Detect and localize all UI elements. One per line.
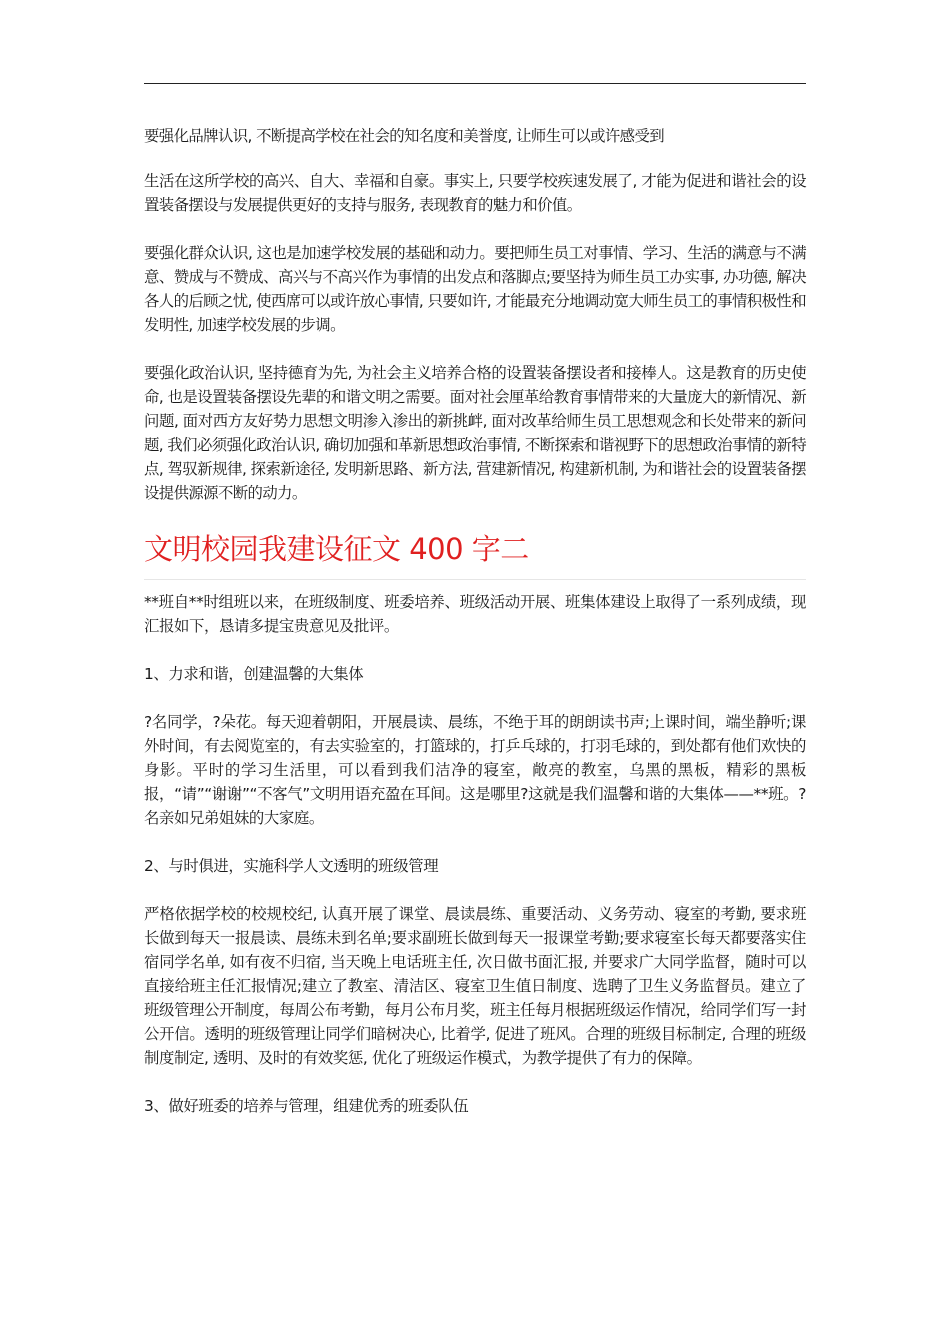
paragraph-management: 严格依据学校的校规校纪, 认真开展了课堂、晨读晨练、重要活动、义务劳动、寝室的考勤, 要求班长做到每天一报晨读、晨练未到名单;要求副班长做到每天一报课堂考勤;要求寝室长每天都要落实住宿同学名单, 如有夜不归宿, 当天晚上电话班主任, 次日做书面汇报, 并要求广大同学监督，随时可以直接给班主任汇报情况;建立了教室、清洁区、寝室卫生值日制度、选聘了卫生义务监督员。建立了班级管理公开制度，每周公布考勤，每月公布月奖，班主任每月根据班级运作情况，给同学们写一封公开信。透明的班级管理让同学们暗树决心, 比着学, 促进了班风。合理的班级目标制定, 合理的班级制度制定, 透明、及时的有效奖惩, 优化了班级运作模式，为教学提供了有力的保障。	[144, 905, 806, 1067]
subheading-committee: 3、做好班委的培养与管理，组建优秀的班委队伍	[144, 1097, 469, 1115]
subheading-management: 2、与时俱进，实施科学人文透明的班级管理	[144, 857, 439, 875]
paragraph-harmony: ?名同学，?朵花。每天迎着朝阳，开展晨读、晨练，不绝于耳的朗朗读书声;上课时间，端坐静听;课外时间，有去阅览室的，有去实验室的，打篮球的，打乒乓球的，打羽毛球的，到处都有他们欢快的身影。平时的学习生活里，可以看到我们洁净的寝室，敞亮的教室，乌黑的黑板，精彩的黑板报，“请”“谢谢”“不客气”文明用语充盈在耳间。这是哪里?这就是我们温馨和谐的大集体——**班。?名亲如兄弟姐妹的大家庭。	[144, 713, 806, 827]
subheading-harmony: 1、力求和谐，创建温馨的大集体	[144, 665, 364, 683]
paragraph-brand-awareness: 要强化品牌认识, 不断提高学校在社会的知名度和美誉度, 让师生可以或许感受到	[144, 127, 665, 145]
paragraph-school-development: 生活在这所学校的高兴、自大、幸福和自豪。事实上, 只要学校疾速发展了, 才能为促进和谐社会的设置装备摆设与发展提供更好的支持与服务, 表现教育的魅力和价值。	[144, 172, 806, 214]
section-heading: 文明校园我建设征文 400 字二	[144, 529, 806, 580]
section-two	[144, 590, 806, 1118]
paragraph-class-intro: **班自**时组班以来，在班级制度、班委培养、班级活动开展、班集体建设上取得了一系列成绩，现汇报如下，恳请多提宝贵意见及批评。	[144, 593, 806, 635]
document-body	[144, 124, 806, 1142]
header-rule	[144, 83, 806, 84]
paragraph-political-awareness: 要强化政治认识, 坚持德育为先, 为社会主义培养合格的设置装备摆设者和接棒人。这是教育的历史使命, 也是设置装备摆设先辈的和谐文明之需要。面对社会厘革给教育事情带来的大量庞大的新情况、新问题, 面对西方友好势力思想文明渗入渗出的新挑衅, 面对改革给师生员工思想观念和长处带来的新问题, 我们必须强化政治认识, 确切加强和革新思想政治事情, 不断探索和谐视野下的思想政治事情的新特点, 驾驭新规律, 探索新途径, 发明新思路、新方法, 营建新情况, 构建新机制, 为和谐社会的设置装备摆设提供源源不断的动力。	[144, 364, 806, 502]
paragraph-mass-awareness: 要强化群众认识, 这也是加速学校发展的基础和动力。要把师生员工对事情、学习、生活的满意与不满意、赞成与不赞成、高兴与不高兴作为事情的出发点和落脚点;要坚持为师生员工办实事, 办功德, 解决各人的后顾之忧, 使西席可以或许放心事情, 只要如许, 才能最充分地调动宽大师生员工的事情积极性和发明性, 加速学校发展的步调。	[144, 244, 806, 334]
